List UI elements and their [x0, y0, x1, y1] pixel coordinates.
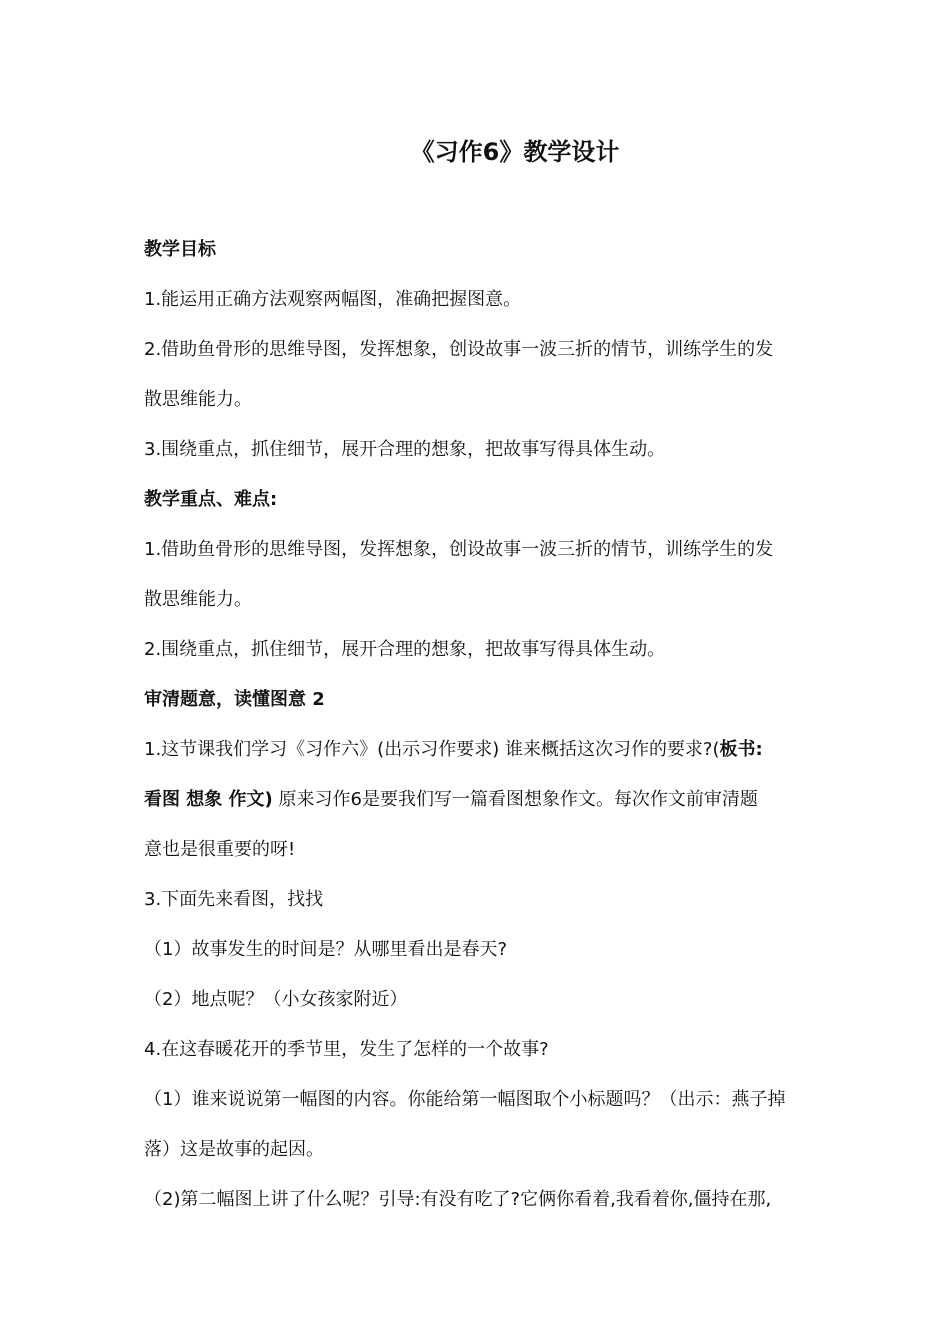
paragraph-4-question-1-cont: 落）这是故事的起因。: [144, 1139, 324, 1160]
keypoint-item-2: 2.围绕重点，抓住细节，展开合理的想象，把故事写得具体生动。: [144, 639, 666, 660]
paragraph-3: 3.下面先来看图，找找: [144, 889, 324, 910]
document-title: 《习作6》教学设计: [410, 138, 620, 166]
section-heading-topic: 审清题意，读懂图意 2: [144, 689, 325, 710]
paragraph-1: [144, 738, 824, 762]
section-heading-keypoints: 教学重点、难点:: [144, 489, 278, 510]
paragraph-3-question-2: （2）地点呢？（小女孩家附近）: [144, 989, 408, 1010]
paragraph-4-question-2: （2)第二幅图上讲了什么呢？引导:有没有吃了?它俩你看着,我看着你,僵持在那,: [144, 1189, 772, 1210]
board-label: 板书:: [719, 739, 763, 760]
keypoint-item-1-cont: 散思维能力。: [144, 589, 252, 610]
section-heading-goals: 教学目标: [144, 239, 216, 260]
keypoint-item-1: 1.借助鱼骨形的思维导图，发挥想象，创设故事一波三折的情节，训练学生的发: [144, 539, 774, 560]
paragraph-1-end: 意也是很重要的呀!: [144, 839, 296, 860]
paragraph-1-cont: [144, 788, 824, 812]
board-content: 看图 想象 作文): [144, 789, 273, 810]
goal-item-3: 3.围绕重点，抓住细节，展开合理的想象，把故事写得具体生动。: [144, 439, 666, 460]
paragraph-1-text: 1.这节课我们学习《习作六》(出示习作要求) 谁来概括这次习作的要求?(: [144, 739, 720, 760]
goal-item-2-cont: 散思维能力。: [144, 389, 252, 410]
paragraph-4: 4.在这春暖花开的季节里，发生了怎样的一个故事?: [144, 1039, 549, 1060]
paragraph-1-text-2: 原来习作6是要我们写一篇看图想象作文。每次作文前审清题: [272, 789, 758, 810]
paragraph-4-question-1: （1）谁来说说第一幅图的内容。你能给第一幅图取个小标题吗？（出示：燕子掉: [144, 1089, 786, 1110]
paragraph-3-question-1: （1）故事发生的时间是？从哪里看出是春天?: [144, 939, 508, 960]
goal-item-2: 2.借助鱼骨形的思维导图，发挥想象，创设故事一波三折的情节，训练学生的发: [144, 339, 774, 360]
goal-item-1: 1.能运用正确方法观察两幅图，准确把握图意。: [144, 289, 522, 310]
